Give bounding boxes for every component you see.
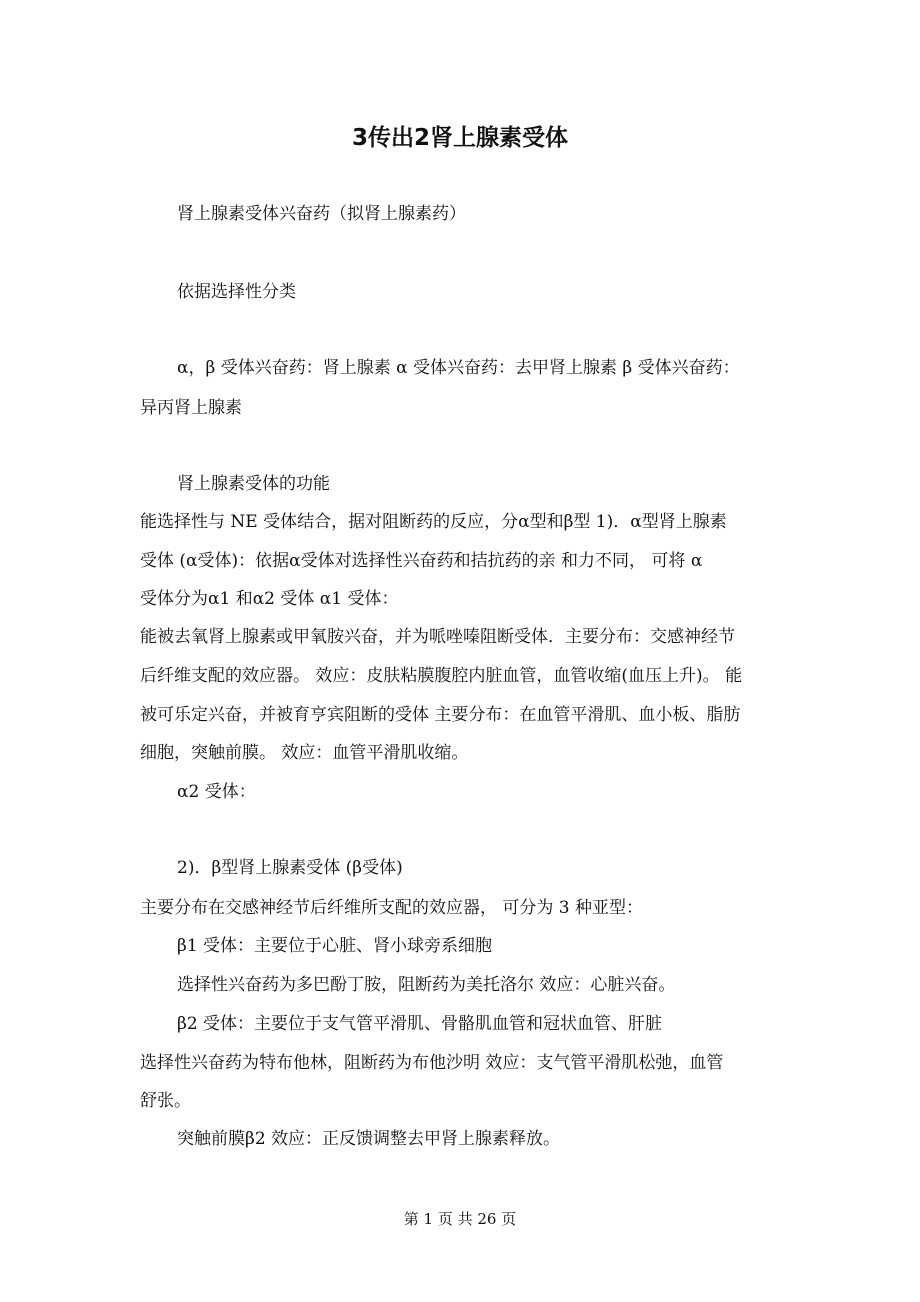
paragraph-line: 2)．β型肾上腺素受体 (β受体) [177,858,403,878]
paragraph-line: α，β 受体兴奋药：肾上腺素 α 受体兴奋药：去甲肾上腺素 β 受体兴奋药： [177,358,740,378]
paragraph-line: 突触前膜β2 效应：正反馈调整去甲肾上腺素释放。 [177,1129,561,1149]
page-footer: 第 1 页 共 26 页 [403,1210,517,1228]
paragraph-line: 主要分布在交感神经节后纤维所支配的效应器， 可分为 3 种亚型： [140,898,644,918]
paragraph-line: 能被去氧肾上腺素或甲氧胺兴奋，并为哌唑嗪阻断受体．主要分布：交感神经节 [140,627,735,647]
paragraph-line: 能选择性与 NE 受体结合，据对阻断药的反应，分α型和β型 1)．α型肾上腺素 [140,512,727,532]
paragraph-line: 受体分为α1 和α2 受体 α1 受体： [140,589,399,609]
paragraph-line: β1 受体：主要位于心脏、肾小球旁系细胞 [177,936,493,956]
paragraph-line: 异丙肾上腺素 [140,398,242,418]
paragraph-line: 肾上腺素受体的功能 [177,474,330,494]
paragraph-line: 舒张。 [140,1091,191,1111]
paragraph-line: 依据选择性分类 [177,282,296,302]
paragraph-line: 选择性兴奋药为多巴酚丁胺，阻断药为美托洛尔 效应：心脏兴奋。 [177,975,676,995]
paragraph-line: 被可乐定兴奋，并被育亨宾阻断的受体 主要分布：在血管平滑肌、血小板、脂肪 [140,705,741,725]
paragraph-line: 受体 (α受体)：依据α受体对选择性兴奋药和拮抗药的亲 和力不同， 可将 α [140,551,703,571]
paragraph-line: 选择性兴奋药为特布他林，阻断药为布他沙明 效应：支气管平滑肌松弛，血管 [140,1053,724,1073]
paragraph-line: 细胞，突触前膜。 效应：血管平滑肌收缩。 [140,743,469,763]
paragraph-line: 后纤维支配的效应器。 效应：皮肤粘膜腹腔内脏血管，血管收缩(血压上升)。 能 [140,666,743,686]
paragraph-line: α2 受体： [177,782,256,802]
paragraph-line: 肾上腺素受体兴奋药（拟肾上腺素药） [177,204,466,224]
document-title: 3传出2肾上腺素受体 [351,125,568,151]
paragraph-line: β2 受体：主要位于支气管平滑肌、骨骼肌血管和冠状血管、肝脏 [177,1014,663,1034]
